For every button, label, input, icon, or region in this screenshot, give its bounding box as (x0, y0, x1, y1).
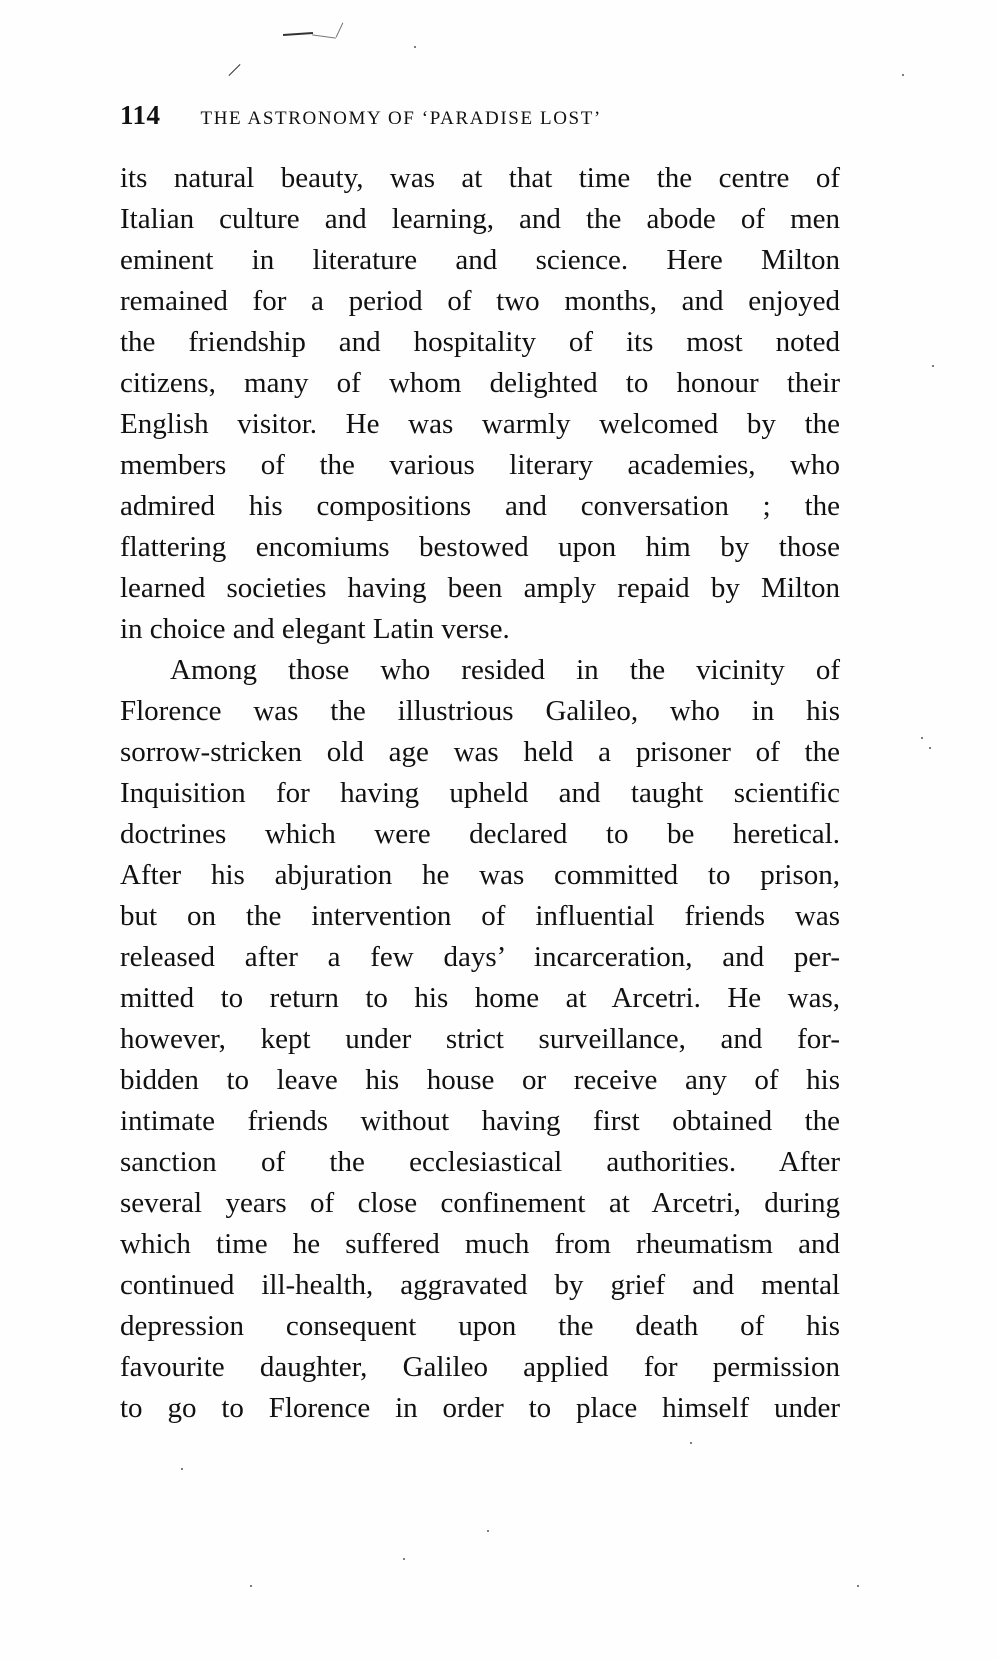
text-line-content: its natural beauty, was at that time the centre of (120, 162, 840, 194)
scan-dust (857, 1585, 859, 1587)
running-title: THE ASTRONOMY OF ‘PARADISE LOST’ (200, 108, 602, 129)
text-line-content: eminent in literature and science. Here Milton (120, 244, 840, 276)
scan-dust (487, 1530, 489, 1532)
text-line (120, 978, 840, 1019)
text-line (120, 1224, 840, 1265)
text-line-content: bidden to leave his house or receive any of his (120, 1064, 840, 1096)
text-line (120, 1060, 840, 1101)
scan-dust (181, 1468, 183, 1470)
scan-mark (312, 34, 336, 38)
text-line-content: to go to Florence in order to place himself under (120, 1392, 840, 1424)
scan-dust (932, 365, 934, 367)
text-line-content: doctrines which were declared to be heretical. (120, 818, 840, 850)
text-line (120, 1347, 840, 1388)
scan-dust (414, 46, 416, 48)
scan-mark (336, 23, 344, 38)
scan-dust (921, 737, 923, 739)
text-line (120, 568, 840, 609)
text-line (120, 240, 840, 281)
text-line-content: Italian culture and learning, and the abode of men (120, 203, 840, 235)
scan-dust (403, 1558, 405, 1560)
text-line (120, 1142, 840, 1183)
text-line-content: which time he suffered much from rheumatism and (120, 1228, 840, 1260)
text-line (120, 1101, 840, 1142)
page-number: 114 (120, 100, 161, 130)
text-line (120, 609, 840, 650)
text-line (120, 281, 840, 322)
scan-mark (228, 64, 240, 76)
text-line-content: members of the various literary academies, who (120, 449, 840, 481)
text-line (120, 896, 840, 937)
text-line-content: After his abjuration he was committed to prison, (120, 859, 840, 891)
scan-dust (690, 1442, 692, 1444)
text-line-content: in choice and elegant Latin verse. (120, 613, 510, 645)
text-line-content: continued ill-health, aggravated by grief and mental (120, 1269, 840, 1301)
text-line (120, 650, 840, 691)
text-line (120, 445, 840, 486)
text-line-content: mitted to return to his home at Arcetri. He was, (120, 982, 840, 1014)
text-line (120, 1388, 840, 1429)
text-line (120, 855, 840, 896)
text-line (120, 1265, 840, 1306)
text-line (120, 691, 840, 732)
text-line-content: favourite daughter, Galileo applied for permission (120, 1351, 840, 1383)
body-text (120, 158, 840, 1429)
text-line-content: intimate friends without having first obtained the (120, 1105, 840, 1137)
text-line-content: but on the intervention of influential friends was (120, 900, 840, 932)
scan-dust (250, 1585, 252, 1587)
text-line (120, 199, 840, 240)
text-line (120, 158, 840, 199)
text-line-content: several years of close confinement at Arcetri, during (120, 1187, 840, 1219)
text-line (120, 527, 840, 568)
text-line-content: sorrow-stricken old age was held a prisoner of the (120, 736, 840, 768)
text-line-content: released after a few days’ incarceration, and per- (120, 941, 840, 973)
text-line (120, 937, 840, 978)
text-line-content: Among those who resided in the vicinity of (170, 654, 840, 686)
text-line (120, 322, 840, 363)
text-line-content: remained for a period of two months, and enjoyed (120, 285, 840, 317)
text-line-content: however, kept under strict surveillance, and for- (120, 1023, 840, 1055)
text-line-content: depression consequent upon the death of his (120, 1310, 840, 1342)
text-line (120, 404, 840, 445)
text-line-content: flattering encomiums bestowed upon him by those (120, 531, 840, 563)
text-line (120, 814, 840, 855)
text-line-content: Inquisition for having upheld and taught scientific (120, 777, 840, 809)
text-line-content: citizens, many of whom delighted to honour their (120, 367, 840, 399)
text-line-content: Florence was the illustrious Galileo, who in his (120, 695, 840, 727)
scan-dust (902, 74, 904, 76)
text-line-content: sanction of the ecclesiastical authorities. After (120, 1146, 840, 1178)
text-line-content: admired his compositions and conversation ; the (120, 490, 840, 522)
text-line (120, 1183, 840, 1224)
running-head (120, 100, 840, 132)
text-line (120, 773, 840, 814)
text-line (120, 1306, 840, 1347)
text-line-content: learned societies having been amply repaid by Milton (120, 572, 840, 604)
text-line (120, 486, 840, 527)
text-line (120, 1019, 840, 1060)
scan-dust (929, 747, 931, 749)
paragraph (120, 158, 840, 650)
text-line-content: the friendship and hospitality of its most noted (120, 326, 840, 358)
text-line (120, 732, 840, 773)
scan-mark (283, 32, 313, 36)
paragraph (120, 650, 840, 1429)
text-line-content: English visitor. He was warmly welcomed by the (120, 408, 840, 440)
text-line (120, 363, 840, 404)
